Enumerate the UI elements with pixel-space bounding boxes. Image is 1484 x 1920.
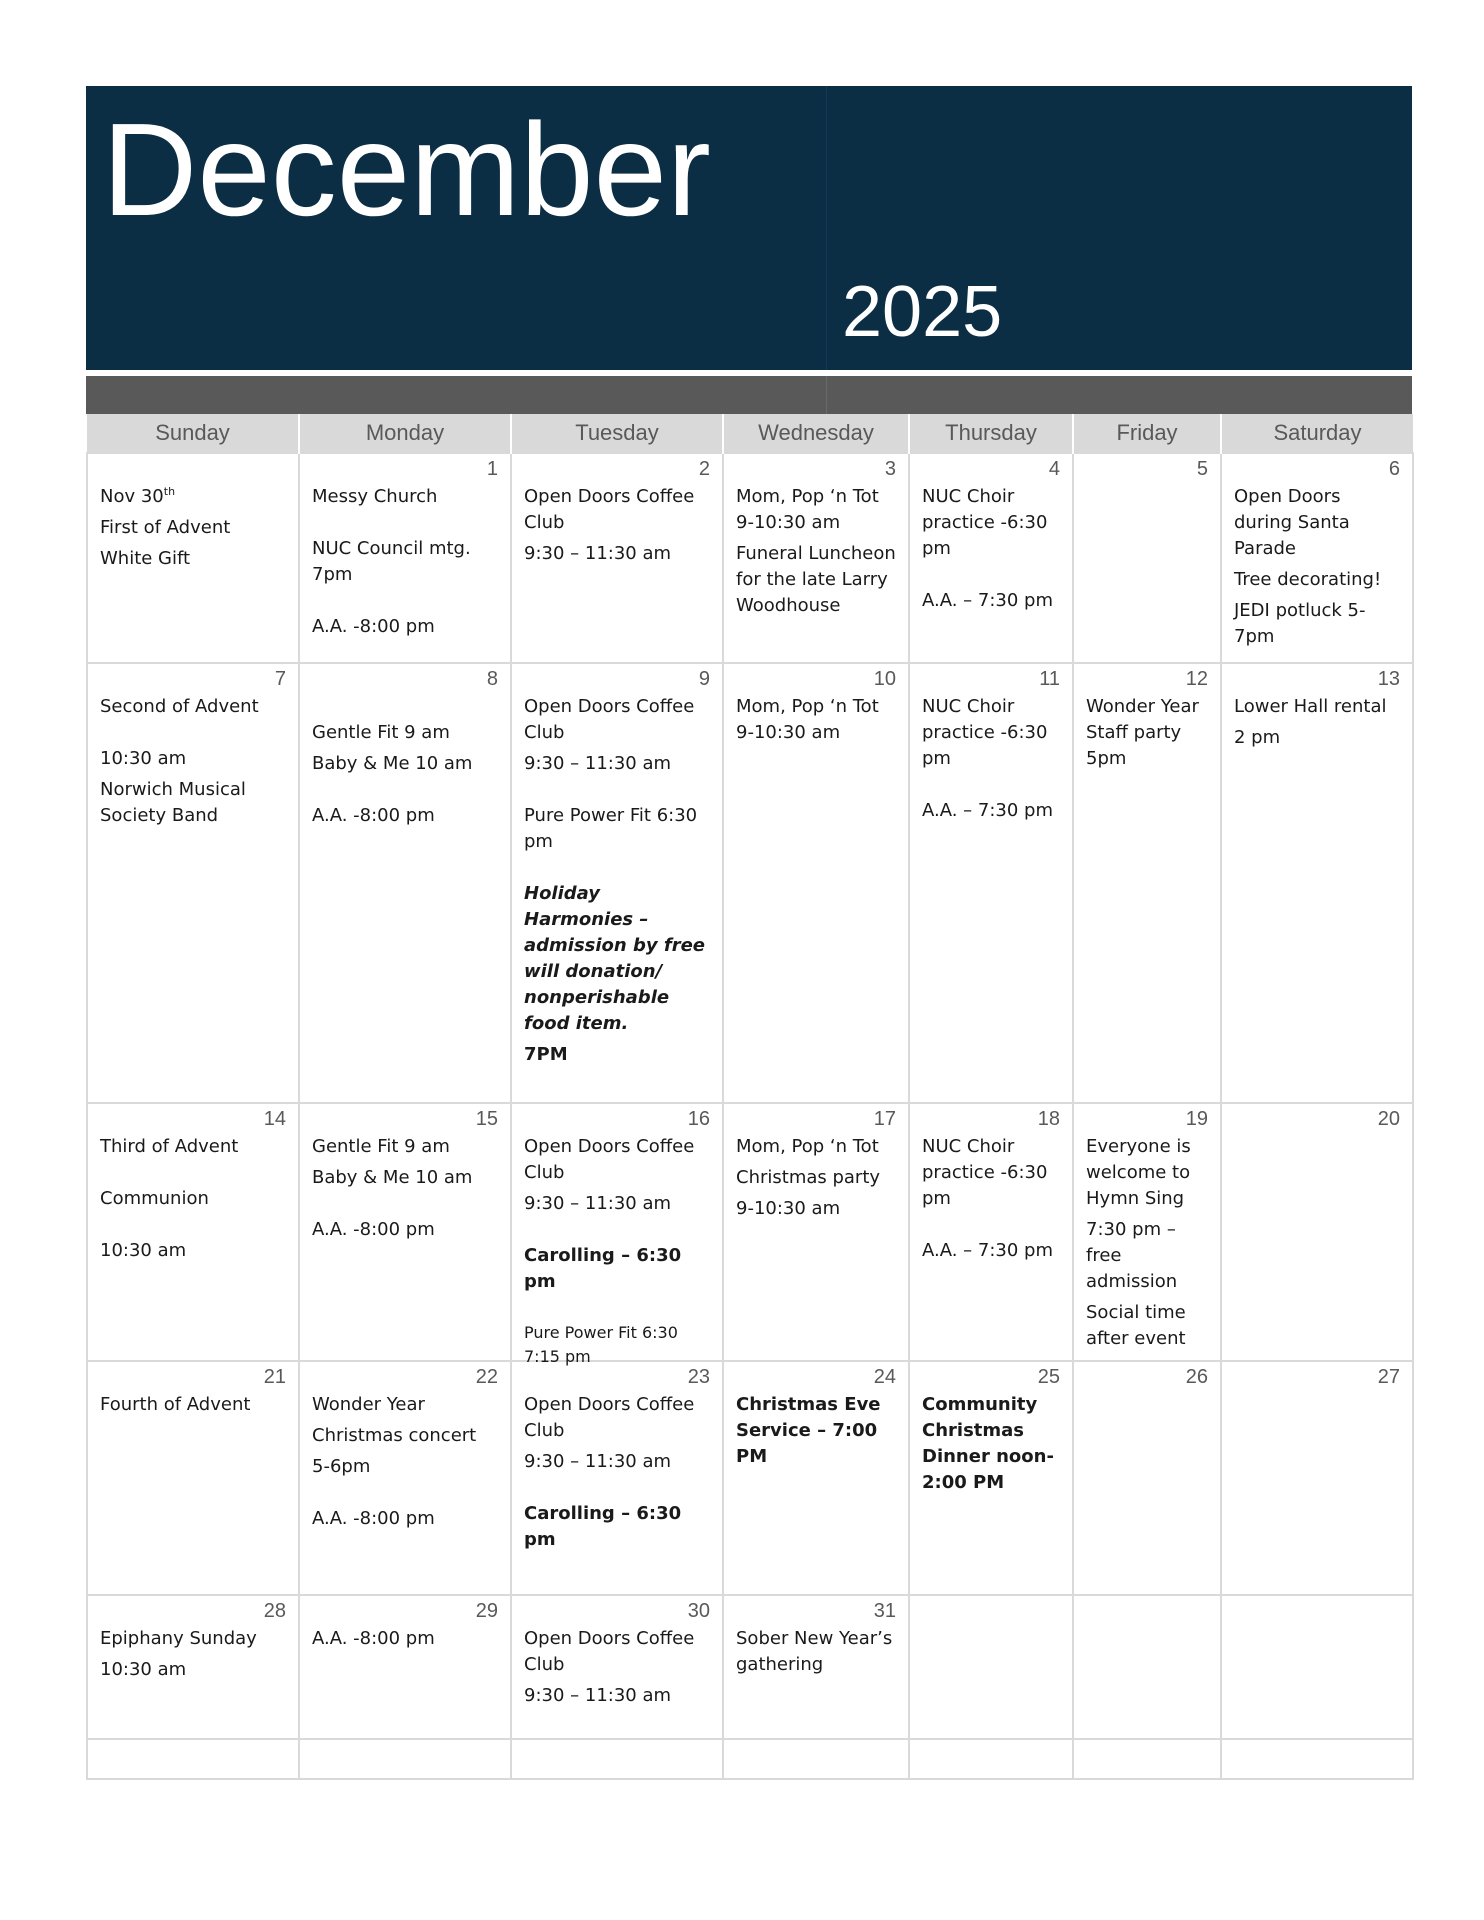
event: Pure Power Fit 6:30 7:15 pm	[524, 1323, 678, 1366]
event: Open Doors Coffee Club	[524, 1136, 695, 1183]
day-cell	[299, 663, 511, 1103]
month-title: December	[102, 96, 711, 243]
event: Baby & Me 10 am	[312, 753, 473, 774]
week-row-6	[87, 1739, 1413, 1779]
day-cell	[723, 663, 909, 1103]
event: A.A. -8:00 pm	[312, 805, 435, 826]
day-number: 16	[687, 1108, 710, 1130]
day-cell-empty	[909, 1595, 1073, 1739]
event: Open Doors Coffee Club	[524, 1394, 695, 1441]
event: White Gift	[100, 548, 191, 569]
weekday-monday: Monday	[299, 414, 511, 453]
day-cell	[299, 1361, 511, 1595]
event: Sober New Year’s gathering	[736, 1628, 893, 1675]
day-cell	[299, 453, 511, 663]
event: 5-6pm	[312, 1456, 371, 1477]
event: Communion	[100, 1188, 209, 1209]
weekday-saturday: Saturday	[1221, 414, 1413, 453]
day-number: 12	[1185, 668, 1208, 690]
day-cell-empty	[909, 1739, 1073, 1779]
event: Christmas party	[736, 1167, 881, 1188]
day-number: 14	[263, 1108, 286, 1130]
event: Funeral Luncheon for the late Larry Woodhouse	[736, 543, 896, 616]
event: 9:30 – 11:30 am	[524, 1193, 672, 1214]
day-cell	[511, 663, 723, 1103]
event: NUC Choir practice -6:30 pm	[922, 696, 1048, 769]
week-row-4	[87, 1361, 1413, 1595]
weekday-thursday: Thursday	[909, 414, 1073, 453]
day-cell	[723, 453, 909, 663]
day-number: 22	[475, 1366, 498, 1388]
event: 10:30 am	[100, 748, 187, 769]
day-cell	[87, 1361, 299, 1595]
calendar-grid	[86, 414, 1414, 1780]
day-number: 4	[1048, 458, 1060, 480]
day-cell	[1221, 663, 1413, 1103]
ordinal-suffix: th	[163, 485, 176, 498]
day-number	[100, 454, 286, 484]
day-cell	[909, 1103, 1073, 1361]
event: First of Advent	[100, 517, 231, 538]
event: A.A. -8:00 pm	[312, 1219, 435, 1240]
event: A.A. -8:00 pm	[312, 616, 435, 637]
event: A.A. – 7:30 pm	[922, 800, 1053, 821]
event: A.A. – 7:30 pm	[922, 590, 1053, 611]
event-highlight: Community Christmas Dinner noon-2:00 PM	[922, 1394, 1054, 1493]
event-highlight: Carolling – 6:30 pm	[524, 1245, 682, 1292]
day-cell	[299, 1595, 511, 1739]
event: Wonder Year Staff party 5pm	[1086, 696, 1199, 769]
day-number: 15	[475, 1108, 498, 1130]
weekday-header-row	[87, 414, 1413, 453]
day-number: 27	[1377, 1366, 1400, 1388]
week-row-2	[87, 663, 1413, 1103]
day-number: 24	[873, 1366, 896, 1388]
event: Gentle Fit 9 am	[312, 722, 450, 743]
day-number: 26	[1185, 1366, 1208, 1388]
day-number: 31	[873, 1600, 896, 1622]
day-number: 17	[873, 1108, 896, 1130]
event: NUC Choir practice -6:30 pm	[922, 1136, 1048, 1209]
day-cell-empty	[1073, 1739, 1221, 1779]
event	[100, 484, 286, 510]
day-number: 13	[1377, 668, 1400, 690]
event: JEDI potluck 5-7pm	[1234, 600, 1366, 647]
day-number: 9	[698, 668, 710, 690]
day-cell	[1073, 453, 1221, 663]
event-highlight: Carolling – 6:30 pm	[524, 1503, 682, 1550]
event: Pure Power Fit 6:30 pm	[524, 805, 698, 852]
day-cell-empty	[511, 1739, 723, 1779]
day-cell-empty	[1221, 1595, 1413, 1739]
event: Open Doors Coffee Club	[524, 1628, 695, 1675]
event: 9:30 – 11:30 am	[524, 1451, 672, 1472]
day-cell	[87, 663, 299, 1103]
event: Mom, Pop ‘n Tot	[736, 1136, 879, 1157]
event: Tree decorating!	[1234, 569, 1382, 590]
event: Mom, Pop ‘n Tot 9-10:30 am	[736, 696, 879, 743]
header-band	[86, 376, 1412, 414]
event: NUC Choir practice -6:30 pm	[922, 486, 1048, 559]
event: Third of Advent	[100, 1136, 239, 1157]
day-number: 5	[1196, 458, 1208, 480]
event-highlight: 7PM	[524, 1044, 568, 1065]
event: 9:30 – 11:30 am	[524, 753, 672, 774]
event-highlight: Holiday Harmonies – admission by free will donation/ nonperishable food item.	[524, 883, 706, 1034]
event: Social time after event	[1086, 1302, 1186, 1349]
day-cell	[723, 1103, 909, 1361]
event: Christmas concert	[312, 1425, 477, 1446]
day-cell	[909, 453, 1073, 663]
event: Second of Advent	[100, 696, 259, 717]
day-number: 23	[687, 1366, 710, 1388]
day-cell	[1221, 453, 1413, 663]
week-row-5	[87, 1595, 1413, 1739]
day-number: 29	[475, 1600, 498, 1622]
weekday-wednesday: Wednesday	[723, 414, 909, 453]
day-cell-empty	[87, 1739, 299, 1779]
day-cell-empty	[1221, 1739, 1413, 1779]
event-highlight: Christmas Eve Service – 7:00 PM	[736, 1394, 881, 1467]
day-number: 6	[1388, 458, 1400, 480]
day-cell	[87, 1595, 299, 1739]
day-cell	[1221, 1103, 1413, 1361]
day-cell	[511, 1361, 723, 1595]
event: Wonder Year	[312, 1394, 425, 1415]
event: Open Doors Coffee Club	[524, 486, 695, 533]
day-number: 28	[263, 1600, 286, 1622]
day-number: 8	[486, 668, 498, 690]
day-cell	[909, 663, 1073, 1103]
weekday-friday: Friday	[1073, 414, 1221, 453]
event: A.A. – 7:30 pm	[922, 1240, 1053, 1261]
event: Fourth of Advent	[100, 1394, 251, 1415]
week-row-1	[87, 453, 1413, 663]
day-cell	[511, 1595, 723, 1739]
day-number: 19	[1185, 1108, 1208, 1130]
event: Messy Church	[312, 486, 438, 507]
day-cell	[723, 1361, 909, 1595]
event-text: Nov 30	[100, 486, 164, 507]
day-number: 30	[687, 1600, 710, 1622]
day-cell	[909, 1361, 1073, 1595]
week-row-3	[87, 1103, 1413, 1361]
event: 10:30 am	[100, 1240, 187, 1261]
event: Open Doors during Santa Parade	[1234, 486, 1350, 559]
day-cell	[1073, 663, 1221, 1103]
day-number: 7	[274, 668, 286, 690]
day-number: 2	[698, 458, 710, 480]
event: 10:30 am	[100, 1659, 187, 1680]
day-number: 11	[1039, 668, 1060, 690]
weekday-sunday: Sunday	[87, 414, 299, 453]
event: A.A. -8:00 pm	[312, 1628, 435, 1649]
event: 2 pm	[1234, 727, 1281, 748]
event: Open Doors Coffee Club	[524, 696, 695, 743]
month-banner	[86, 86, 1412, 370]
day-cell	[1221, 1361, 1413, 1595]
year-title: 2025	[842, 272, 1003, 352]
day-cell	[723, 1595, 909, 1739]
event: 9:30 – 11:30 am	[524, 1685, 672, 1706]
day-number: 10	[873, 668, 896, 690]
event: Baby & Me 10 am	[312, 1167, 473, 1188]
event: Gentle Fit 9 am	[312, 1136, 450, 1157]
day-cell-empty	[1073, 1595, 1221, 1739]
event: Mom, Pop ‘n Tot 9-10:30 am	[736, 486, 879, 533]
weekday-tuesday: Tuesday	[511, 414, 723, 453]
event: Norwich Musical Society Band	[100, 779, 246, 826]
day-number: 25	[1037, 1366, 1060, 1388]
event: Epiphany Sunday	[100, 1628, 257, 1649]
day-number: 18	[1037, 1108, 1060, 1130]
day-cell-empty	[299, 1739, 511, 1779]
event: Everyone is welcome to Hymn Sing	[1086, 1136, 1191, 1209]
day-cell-empty	[723, 1739, 909, 1779]
day-cell	[511, 453, 723, 663]
day-cell	[1073, 1103, 1221, 1361]
event: A.A. -8:00 pm	[312, 1508, 435, 1529]
day-number: 3	[884, 458, 896, 480]
banner-divider	[826, 86, 827, 370]
event: 9-10:30 am	[736, 1198, 841, 1219]
event: NUC Council mtg. 7pm	[312, 538, 471, 585]
day-cell	[511, 1103, 723, 1366]
day-cell	[87, 1103, 299, 1361]
day-cell	[299, 1103, 511, 1361]
event: 7:30 pm – free admission	[1086, 1219, 1178, 1292]
day-cell	[87, 453, 299, 663]
day-number: 20	[1377, 1108, 1400, 1130]
day-number: 1	[486, 458, 498, 480]
event: 9:30 – 11:30 am	[524, 543, 672, 564]
day-cell	[1073, 1361, 1221, 1595]
day-number: 21	[263, 1366, 286, 1388]
event: Lower Hall rental	[1234, 696, 1387, 717]
band-divider	[826, 376, 827, 414]
